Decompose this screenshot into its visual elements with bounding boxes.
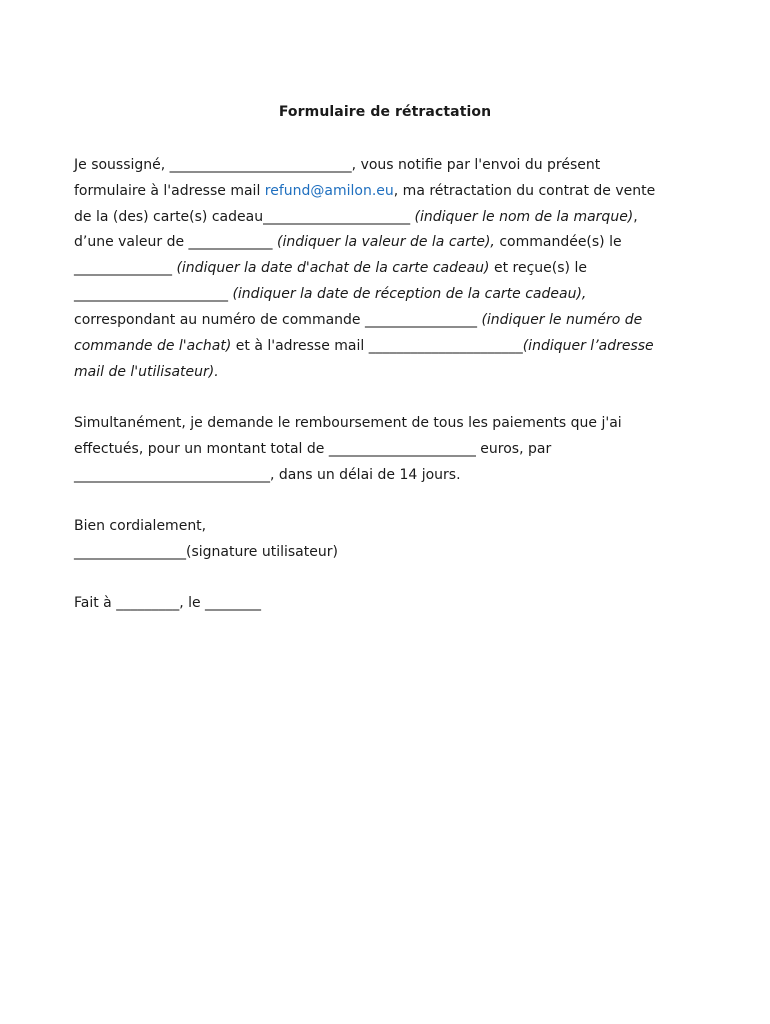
paragraph2-line1 xyxy=(74,414,622,432)
p2-l3-text: ____________________________, dans un délai de 14 jours. xyxy=(74,467,461,483)
closing-l1-text: Bien cordialement, xyxy=(74,518,207,534)
paragraph1-line3 xyxy=(74,208,638,226)
p1-l4-pre: d’une valeur de ____________ xyxy=(74,234,277,250)
paragraph1-line1 xyxy=(74,156,600,174)
paragraph1-line6 xyxy=(74,285,586,303)
p1-l3-post: , xyxy=(633,209,638,225)
p1-l8-italic1: commande de l'achat) xyxy=(74,338,232,354)
p1-l4-post: commandée(s) le xyxy=(494,234,622,250)
p1-l5-italic: (indiquer la date d'achat de la carte cadeau) xyxy=(176,260,490,276)
p1-l3-pre: de la (des) carte(s) cadeau_____________________ xyxy=(74,209,415,225)
p1-l2-pre: formulaire à l'adresse mail xyxy=(74,183,265,199)
p2-l1-text: Simultanément, je demande le remboursement de tous les paiements que j'ai xyxy=(74,415,622,431)
p1-l6-pre: ______________________ xyxy=(74,286,233,302)
p1-l6-italic: (indiquer la date de réception de la carte cadeau), xyxy=(232,286,587,302)
paragraph1-line8 xyxy=(74,337,654,355)
p1-l7-pre: correspondant au numéro de commande ________________ xyxy=(74,312,482,328)
place-date-line xyxy=(74,594,261,612)
p1-l1-text: Je soussigné, __________________________, vous notifie par l'envoi du présent xyxy=(74,157,601,173)
closing-greeting xyxy=(74,517,206,535)
document-title: Formulaire de rétractation xyxy=(278,104,492,120)
place-date-text: Fait à _________, le ________ xyxy=(74,595,262,611)
p1-l5-post: et reçue(s) le xyxy=(489,260,587,276)
paragraph1-line5 xyxy=(74,259,587,277)
paragraph1-line2 xyxy=(74,182,655,200)
p1-l5-pre: ______________ xyxy=(74,260,177,276)
p1-l9-italic: mail de l'utilisateur). xyxy=(74,364,219,380)
paragraph1-line4 xyxy=(74,233,622,251)
paragraph1-line9 xyxy=(74,363,219,381)
paragraph2-line3 xyxy=(74,466,461,484)
p1-l2-post: , ma rétractation du contrat de vente xyxy=(393,183,656,199)
paragraph2-line2 xyxy=(74,440,551,458)
p1-l3-italic: (indiquer le nom de la marque) xyxy=(414,209,634,225)
paragraph1-line7 xyxy=(74,311,642,329)
p1-l8-mid: et à l'adresse mail ______________________ xyxy=(231,338,523,354)
closing-l2-text: ________________(signature utilisateur) xyxy=(74,544,338,560)
p1-l8-italic2: (indiquer l’adresse xyxy=(522,338,654,354)
signature-line xyxy=(74,543,338,561)
p1-l7-italic: (indiquer le numéro de xyxy=(481,312,643,328)
p1-l4-italic: (indiquer la valeur de la carte), xyxy=(277,234,495,250)
refund-email-link[interactable]: refund@amilon.eu xyxy=(264,183,394,199)
p2-l2-text: effectués, pour un montant total de _____________________ euros, par xyxy=(74,441,552,457)
